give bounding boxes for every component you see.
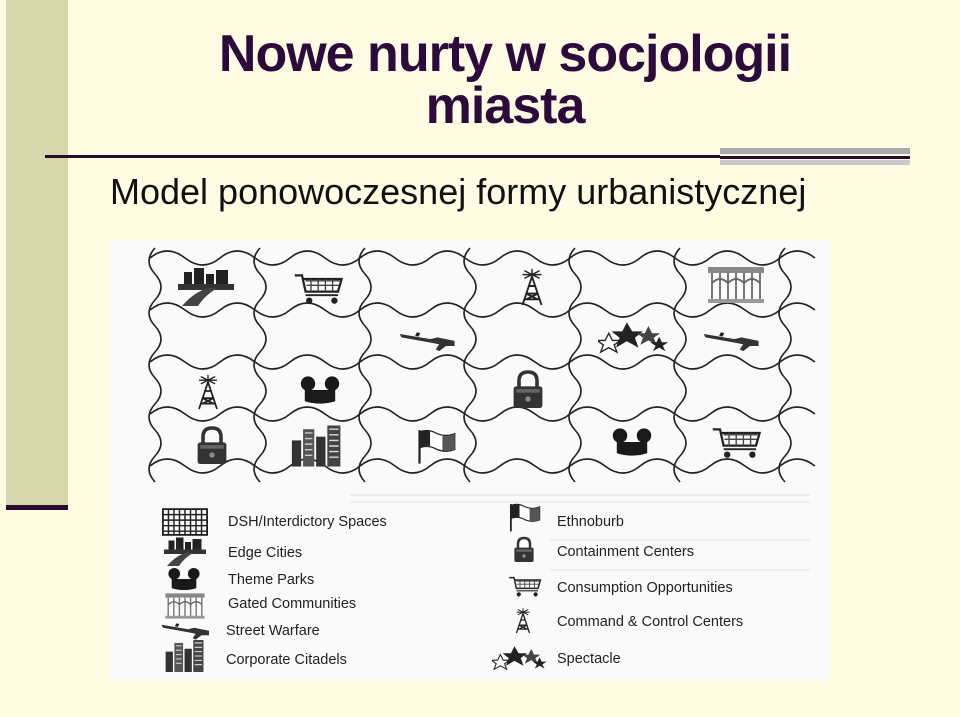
grid-line-v7 [779, 248, 791, 482]
grid-line-v3 [359, 248, 371, 482]
shopping-cart-icon [509, 578, 540, 597]
mouse-ears-icon [168, 568, 199, 590]
grid-line-h4 [150, 407, 815, 421]
rifle-icon [704, 332, 759, 351]
legend-label-spectacle: Spectacle [557, 651, 621, 667]
wavy-grid [149, 248, 815, 482]
antenna-tower-icon [517, 608, 530, 633]
title-divider-accent-shadow [720, 160, 910, 165]
mesh-grid-icon [163, 509, 207, 535]
padlock-icon [198, 428, 227, 464]
title-divider-accent-line [720, 156, 910, 159]
legend-label-command-control-centers: Command & Control Centers [557, 614, 744, 630]
shopping-cart-icon [713, 429, 760, 457]
grid-line-h5 [150, 459, 815, 473]
postmodern-urban-form-diagram [110, 240, 830, 680]
legend-label-interdictory-spaces: DSH/Interdictory Spaces [228, 514, 387, 530]
grid-line-h3 [150, 355, 815, 369]
gate-icon [708, 267, 764, 303]
mouse-ears-icon [301, 376, 339, 403]
padlock-icon [514, 538, 533, 562]
edge-city-icon [178, 268, 234, 306]
stars-icon [597, 322, 668, 352]
grid-line-v1 [149, 248, 161, 482]
legend-label-edge-cities: Edge Cities [228, 545, 303, 561]
page-title [120, 25, 890, 135]
flag-icon [511, 504, 540, 531]
legend-label-containment-centers: Containment Centers [557, 544, 695, 560]
padlock-icon [514, 372, 543, 408]
sidebar-accent-bar [6, 0, 68, 510]
legend-label-corporate-citadels: Corporate Citadels [226, 652, 347, 668]
legend-label-ethnoburb: Ethnoburb [557, 514, 624, 530]
slide-subtitle: Model ponowoczesnej formy urbanistycznej [110, 171, 807, 212]
mouse-ears-icon [613, 428, 651, 455]
skyscraper-icon [166, 640, 204, 672]
grid-line-h2 [150, 303, 815, 317]
legend-label-gated-communities: Gated Communities [228, 596, 357, 612]
stars-icon [491, 646, 546, 669]
legend-label-consumption-opportunities: Consumption Opportunities [557, 580, 733, 596]
legend-label-street-warfare: Street Warfare [226, 623, 320, 639]
rifle-icon [161, 623, 209, 639]
title-line-1: Nowe nurty w socjologii [218, 25, 792, 83]
rifle-icon [400, 332, 455, 351]
sidebar-accent-foot [6, 505, 68, 510]
legend-label-theme-parks: Theme Parks [228, 572, 315, 588]
title-divider-accent [720, 148, 910, 154]
grid-line-v5 [569, 248, 581, 482]
antenna-tower-icon [199, 375, 217, 409]
grid-line-h1 [150, 251, 815, 265]
gate-icon [165, 593, 204, 618]
shopping-cart-icon [295, 275, 342, 303]
edge-city-icon [164, 538, 206, 567]
title-divider [45, 155, 720, 158]
antenna-tower-icon [523, 269, 542, 305]
title-line-2: miasta [425, 77, 585, 135]
